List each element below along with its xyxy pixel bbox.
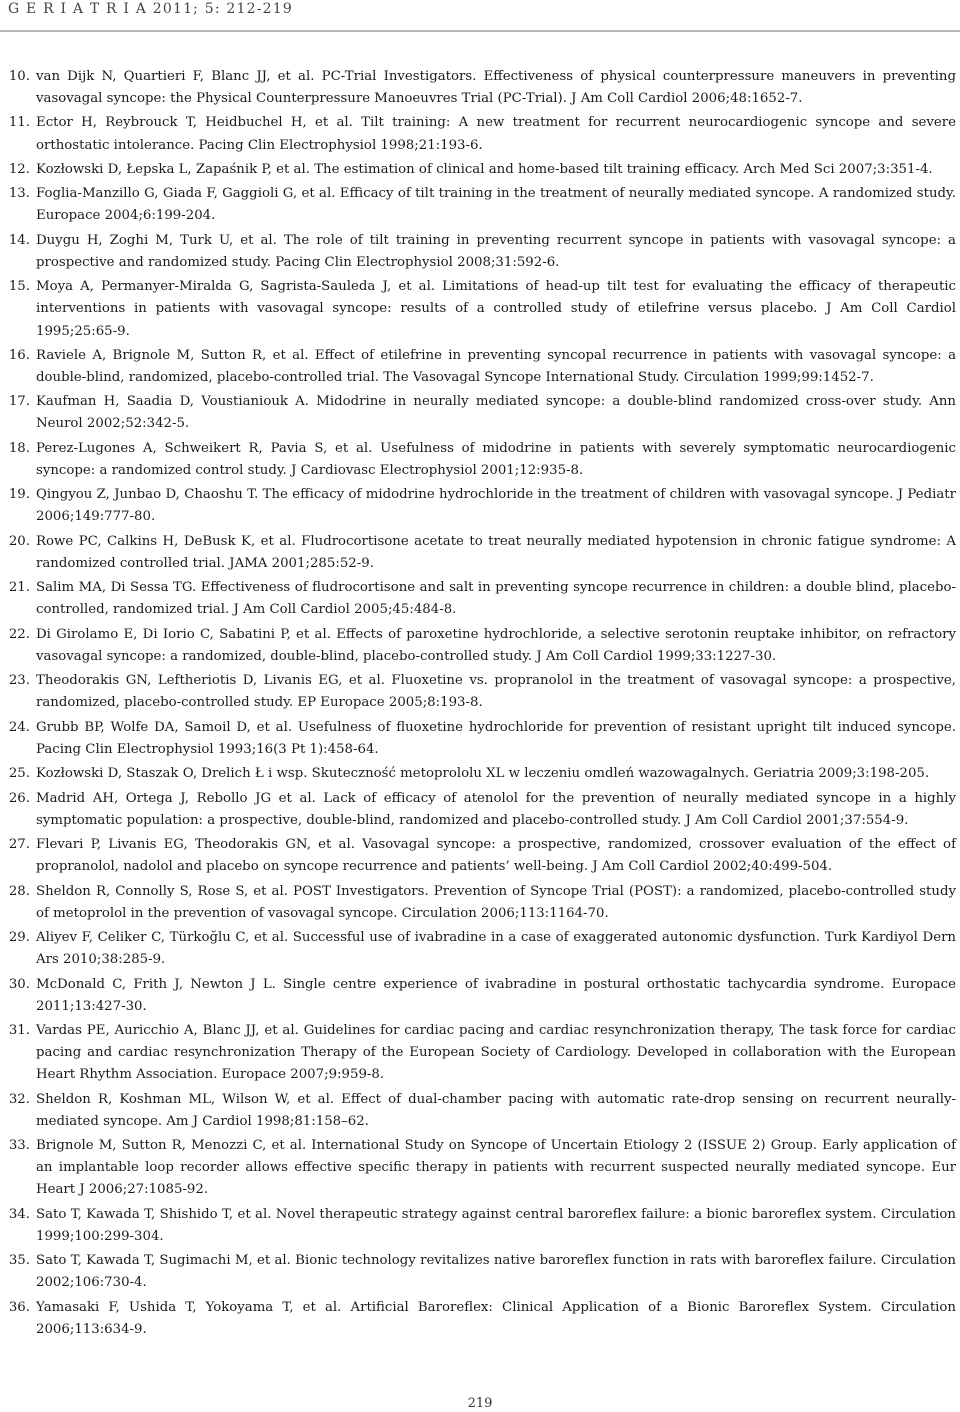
reference-item xyxy=(4,66,956,110)
reference-text: Rowe PC, Calkins H, DeBusk K, et al. Fludrocortisone acetate to treat neurally mediated hypotension in chronic fatigue syndrome: A randomized controlled trial. JAMA 2001;285:52-9. xyxy=(36,533,956,571)
reference-number: 31. xyxy=(8,1023,30,1039)
reference-text: Raviele A, Brignole M, Sutton R, et al. Effect of etilefrine in preventing syncopal recurrence in patients with vasovagal syncope: a double-blind, randomized, placebo-controlled trial. The Vasovagal Syncope International Study. Circulation 1999;99:1452-7. xyxy=(36,347,956,385)
reference-item xyxy=(4,345,956,389)
reference-item xyxy=(4,159,956,181)
reference-item xyxy=(4,230,956,274)
reference-item xyxy=(4,484,956,528)
reference-item xyxy=(4,763,956,785)
reference-item xyxy=(4,1020,956,1086)
reference-text: van Dijk N, Quartieri F, Blanc JJ, et al. PC-Trial Investigators. Effectiveness of physical counterpressure maneuvers in preventing vasovagal syncope: the Physical Counterpressure Manoeuvres Trial (PC-Trial). J Am Coll Cardiol 2006;48:1652-7. xyxy=(36,69,956,107)
reference-text: Sato T, Kawada T, Sugimachi M, et al. Bionic technology revitalizes native baroreflex function in rats with baroreflex failure. Circulation 2002;106:730-4. xyxy=(36,1253,956,1291)
reference-text: Perez-Lugones A, Schweikert R, Pavia S, et al. Usefulness of midodrine in patients with severely symptomatic neurocardiogenic syncope: a randomized control study. J Cardiovasc Electrophysiol 2001;12:935-8. xyxy=(36,440,956,478)
reference-text: Salim MA, Di Sessa TG. Effectiveness of fludrocortisone and salt in preventing syncope recurrence in children: a double blind, placebo-controlled, randomized trial. J Am Coll Cardiol 2005;45:484-8. xyxy=(36,580,956,618)
reference-item xyxy=(4,1250,956,1294)
reference-number: 14. xyxy=(8,232,30,248)
reference-text: Di Girolamo E, Di Iorio C, Sabatini P, et al. Effects of paroxetine hydrochloride, a selective serotonin reuptake inhibitor, on refractory vasovagal syncope: a randomized, double-blind, placebo-controlled study. J Am Coll Cardiol 1999;33:1227-30. xyxy=(36,626,956,664)
reference-number: 10. xyxy=(8,69,30,84)
reference-number: 30. xyxy=(8,976,30,992)
reference-text: Sheldon R, Koshman ML, Wilson W, et al. Effect of dual-chamber pacing with automatic rate-drop sensing on recurrent neurally-mediated syncope. Am J Cardiol 1998;81:158–62. xyxy=(36,1091,956,1129)
reference-text: Sheldon R, Connolly S, Rose S, et al. POST Investigators. Prevention of Syncope Trial (POST): a randomized, placebo-controlled study of metoprolol in the prevention of vasovagal syncope. Circulation 2006;113:1164-70. xyxy=(36,883,956,921)
reference-number: 21. xyxy=(8,580,30,596)
reference-text: Theodorakis GN, Leftheriotis D, Livanis EG, et al. Fluoxetine vs. propranolol in the treatment of vasovagal syncope: a prospective, randomized, placebo-controlled study. EP Europace 2005;8:193-8. xyxy=(36,673,956,711)
reference-number: 19. xyxy=(8,487,30,503)
reference-item xyxy=(4,1204,956,1248)
reference-number: 16. xyxy=(8,347,30,363)
page-number: 219 xyxy=(467,1396,493,1411)
reference-number: 23. xyxy=(8,673,30,689)
reference-list xyxy=(4,66,956,1343)
reference-text: Foglia-Manzillo G, Giada F, Gaggioli G, et al. Efficacy of tilt training in the treatment of neurally mediated syncope. A randomized study. Europace 2004;6:199-204. xyxy=(36,186,956,224)
reference-item xyxy=(4,112,956,156)
reference-text: Ector H, Reybrouck T, Heidbuchel H, et al. Tilt training: A new treatment for recurrent neurocardiogenic syncope and severe orthostatic intolerance. Pacing Clin Electrophysiol 1998;21:193-6. xyxy=(36,115,956,153)
running-header: G E R I A T R I A 2011; 5: 212-219 xyxy=(8,1,294,17)
reference-text: Kozłowski D, Łepska L, Zapaśnik P, et al. The estimation of clinical and home-based tilt training efficacy. Arch Med Sci 2007;3:351-4. xyxy=(36,161,933,177)
reference-item xyxy=(4,624,956,668)
reference-item xyxy=(4,881,956,925)
reference-text: Sato T, Kawada T, Shishido T, et al. Novel therapeutic strategy against central baroreflex failure: a bionic baroreflex system. Circulation 1999;100:299-304. xyxy=(36,1206,956,1244)
reference-text: Vardas PE, Auricchio A, Blanc JJ, et al. Guidelines for cardiac pacing and cardiac resynchronization therapy, The task force for cardiac pacing and cardiac resynchronization Therapy of the European Society of Cardiology. Developed in collaboration with the European Heart Rhythm Association. Europace 2007;9:959-8. xyxy=(36,1023,956,1083)
reference-text: Flevari P, Livanis EG, Theodorakis GN, et al. Vasovagal syncope: a prospective, randomized, crossover evaluation of the effect of propranolol, nadolol and placebo on syncope recurrence and patients’ well-being. J Am Coll Cardiol 2002;40:499-504. xyxy=(36,837,956,875)
reference-number: 28. xyxy=(8,883,30,899)
reference-text: Kozłowski D, Staszak O, Drelich Ł i wsp. Skuteczność metoprololu XL w leczeniu omdleń wazowagalnych. Geriatria 2009;3:198-205. xyxy=(36,766,930,782)
reference-item xyxy=(4,1297,956,1341)
reference-number: 15. xyxy=(8,279,30,295)
reference-item xyxy=(4,1135,956,1201)
reference-number: 29. xyxy=(8,930,30,946)
reference-text: Brignole M, Sutton R, Menozzi C, et al. International Study on Syncope of Uncertain Etiology 2 (ISSUE 2) Group. Early application of an implantable loop recorder allows effective specific therapy in patients with recurrent suspected neurally mediated syncope. Eur Heart J 2006;27:1085-92. xyxy=(36,1138,956,1198)
reference-item xyxy=(4,927,956,971)
reference-text: Aliyev F, Celiker C, Türkoğlu C, et al. Successful use of ivabradine in a case of exaggerated autonomic dysfunction. Turk Kardiyol Dern Ars 2010;38:285-9. xyxy=(36,930,956,968)
reference-item xyxy=(4,391,956,435)
reference-text: Madrid AH, Ortega J, Rebollo JG et al. Lack of efficacy of atenolol for the prevention of neurally mediated syncope in a highly symptomatic population: a prospective, double-blind, randomized and placebo-controlled study. J Am Coll Cardiol 2001;37:554-9. xyxy=(36,790,956,828)
reference-number: 26. xyxy=(8,790,30,806)
reference-item xyxy=(4,577,956,621)
reference-number: 24. xyxy=(8,719,30,735)
reference-item xyxy=(4,276,956,342)
reference-number: 34. xyxy=(8,1206,30,1222)
reference-item xyxy=(4,974,956,1018)
reference-number: 25. xyxy=(8,766,30,782)
header-divider xyxy=(0,30,960,32)
reference-number: 36. xyxy=(8,1299,30,1315)
reference-item xyxy=(4,1089,956,1133)
reference-number: 32. xyxy=(8,1091,30,1107)
reference-number: 20. xyxy=(8,533,30,549)
reference-text: Qingyou Z, Junbao D, Chaoshu T. The efficacy of midodrine hydrochloride in the treatment of children with vasovagal syncope. J Pediatr 2006;149:777-80. xyxy=(36,487,956,525)
reference-text: Kaufman H, Saadia D, Voustianiouk A. Midodrine in neurally mediated syncope: a double-blind randomized cross-over study. Ann Neurol 2002;52:342-5. xyxy=(36,394,956,432)
reference-number: 13. xyxy=(8,186,30,202)
reference-text: McDonald C, Frith J, Newton J L. Single centre experience of ivabradine in postural orthostatic tachycardia syndrome. Europace 2011;13:427-30. xyxy=(36,976,956,1014)
reference-number: 11. xyxy=(8,115,30,131)
reference-number: 27. xyxy=(8,837,30,853)
reference-item xyxy=(4,834,956,878)
reference-number: 12. xyxy=(8,161,30,177)
reference-text: Grubb BP, Wolfe DA, Samoil D, et al. Usefulness of fluoxetine hydrochloride for prevention of resistant upright tilt induced syncope. Pacing Clin Electrophysiol 1993;16(3 Pt 1):458-64. xyxy=(36,719,956,757)
reference-number: 22. xyxy=(8,626,30,642)
reference-item xyxy=(4,531,956,575)
reference-item xyxy=(4,788,956,832)
reference-text: Yamasaki F, Ushida T, Yokoyama T, et al. Artificial Baroreflex: Clinical Application of a Bionic Baroreflex System. Circulation 2006;113:634-9. xyxy=(36,1299,956,1337)
reference-item xyxy=(4,717,956,761)
reference-text: Moya A, Permanyer-Miralda G, Sagrista-Sauleda J, et al. Limitations of head-up tilt test for evaluating the efficacy of therapeutic interventions in patients with vasovagal syncope: results of a controlled study of etilefrine versus placebo. J Am Coll Cardiol 1995;25:65-9. xyxy=(36,279,956,339)
reference-item xyxy=(4,183,956,227)
reference-number: 18. xyxy=(8,440,30,456)
reference-number: 33. xyxy=(8,1138,30,1154)
reference-number: 35. xyxy=(8,1253,30,1269)
reference-item xyxy=(4,670,956,714)
reference-item xyxy=(4,438,956,482)
reference-number: 17. xyxy=(8,394,30,410)
reference-text: Duygu H, Zoghi M, Turk U, et al. The role of tilt training in preventing recurrent syncope in patients with vasovagal syncope: a prospective and randomized study. Pacing Clin Electrophysiol 2008;31:592-6. xyxy=(36,232,956,270)
